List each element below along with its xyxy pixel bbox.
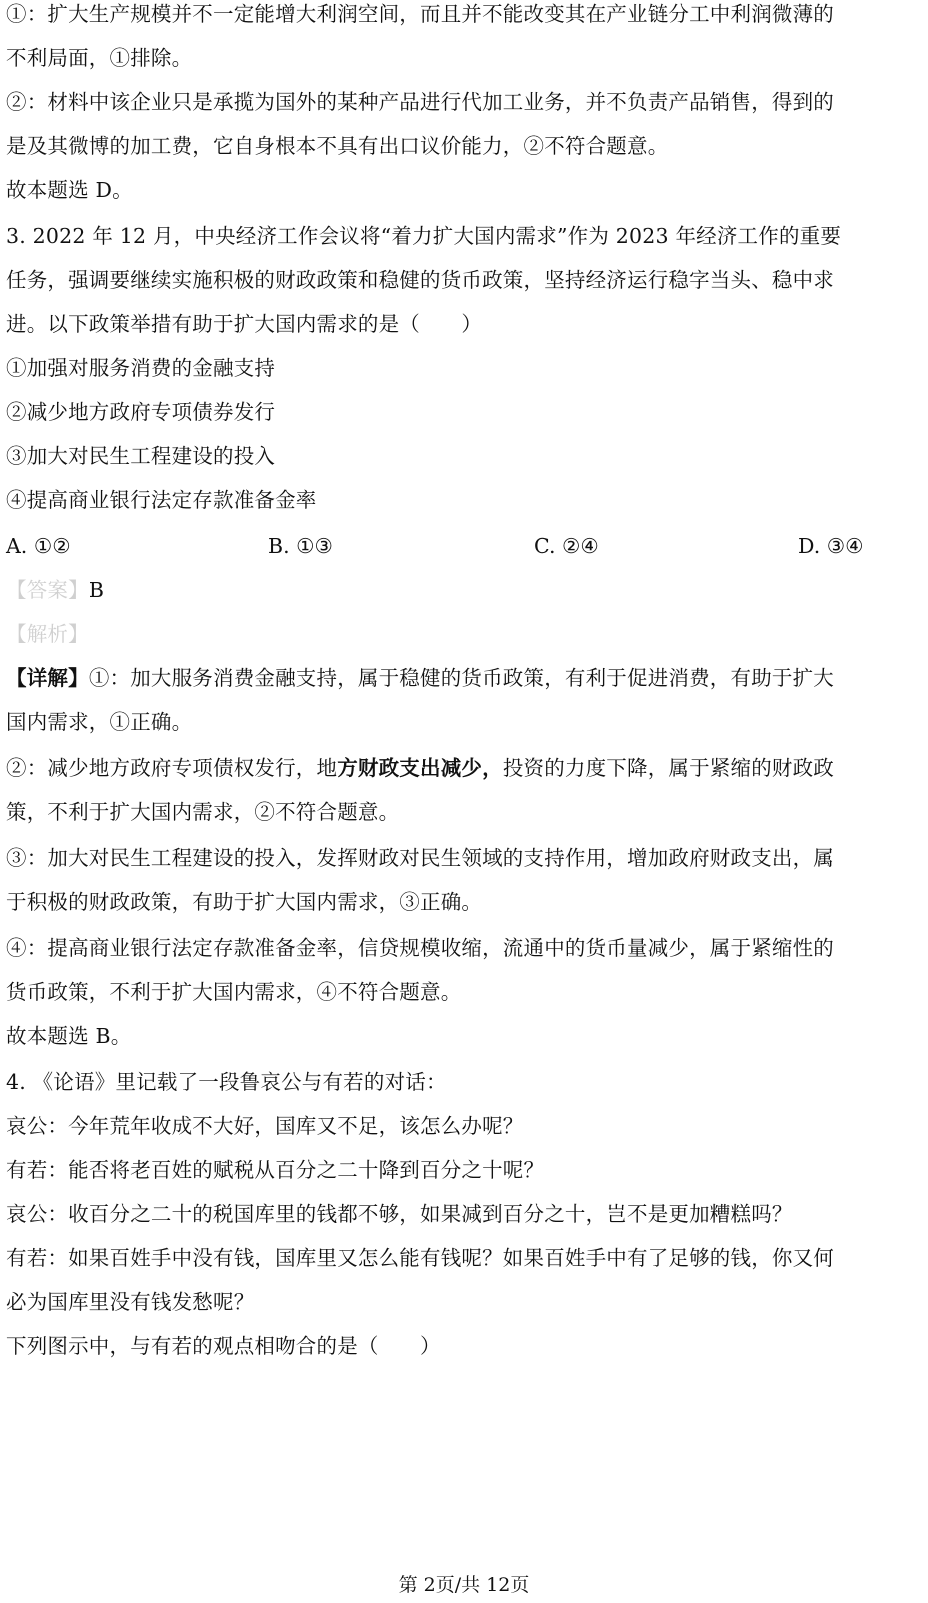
answer-line — [6, 576, 104, 604]
question-3-stem: 3. 2022 年 12 月，中央经济工作会议将“着力扩大国内需求”作为 2023 年经济工作的重要 — [6, 224, 842, 248]
detail-line: 货币政策，不利于扩大国内需求，④不符合题意。 — [6, 980, 462, 1004]
text-line: ①：扩大生产规模并不一定能增大利润空间，而且并不能改变其在产业链分工中利润微薄的 — [6, 2, 834, 26]
option-a: A. ①② — [6, 534, 71, 558]
analysis-line — [6, 620, 89, 648]
detail-text: 投资的力度下降，属于紧缩的财政政 — [502, 756, 835, 780]
question-3-stem: 任务，强调要继续实施积极的财政政策和稳健的货币政策，坚持经济运行稳字当头、稳中求 — [6, 268, 834, 292]
document-page — [6, 0, 918, 1603]
answer-value: B — [88, 578, 105, 602]
question-4-dialogue: 有若：如果百姓手中没有钱，国库里又怎么能有钱呢？如果百姓手中有了足够的钱，你又何 — [6, 1246, 834, 1270]
question-4-dialogue: 必为国库里没有钱发愁呢？ — [6, 1290, 255, 1314]
analysis-label: 【解析】 — [6, 622, 89, 646]
detail-line: ③：加大对民生工程建设的投入，发挥财政对民生领域的支持作用，增加政府财政支出，属 — [6, 846, 834, 870]
detail-line — [6, 754, 834, 782]
question-4-dialogue: 哀公：收百分之二十的税国库里的钱都不够，如果减到百分之十，岂不是更加糟糕吗？ — [6, 1202, 793, 1226]
detail-line: 于积极的财政政策，有助于扩大国内需求，③正确。 — [6, 890, 483, 914]
detail-line: ④：提高商业银行法定存款准备金率，信贷规模收缩，流通中的货币量减少，属于紧缩性的 — [6, 936, 834, 960]
detail-line: 故本题选 B。 — [6, 1024, 132, 1048]
question-4-dialogue: 有若：能否将老百姓的赋税从百分之二十降到百分之十呢？ — [6, 1158, 545, 1182]
question-4-stem: 4. 《论语》里记载了一段鲁哀公与有若的对话： — [6, 1070, 447, 1094]
option-d: D. ③④ — [798, 534, 864, 558]
question-3-item: ③加大对民生工程建设的投入 — [6, 444, 276, 468]
detail-label: 【详解】 — [6, 666, 89, 690]
text-line: 不利局面，①排除。 — [6, 46, 193, 70]
detail-line — [6, 664, 834, 692]
detail-line: 国内需求，①正确。 — [6, 710, 193, 734]
text-line: 是及其微博的加工费，它自身根本不具有出口议价能力，②不符合题意。 — [6, 134, 669, 158]
question-4-dialogue: 哀公：今年荒年收成不大好，国库又不足，该怎么办呢？ — [6, 1114, 524, 1138]
detail-emphasis: 方财政支出减少， — [337, 756, 503, 780]
question-3-item: ④提高商业银行法定存款准备金率 — [6, 488, 317, 512]
page-number: 第 2页/共 12页 — [398, 1574, 530, 1596]
option-c: C. ②④ — [534, 534, 599, 558]
question-4-prompt: 下列图示中，与有若的观点相吻合的是（ ） — [6, 1334, 441, 1358]
text-line: 故本题选 D。 — [6, 178, 133, 202]
question-3-item: ②减少地方政府专项债券发行 — [6, 400, 276, 424]
question-3-stem: 进。以下政策举措有助于扩大国内需求的是（ ） — [6, 312, 483, 336]
option-b: B. ①③ — [268, 534, 333, 558]
detail-text: ②：减少地方政府专项债权发行，地 — [6, 756, 338, 780]
detail-text: ①：加大服务消费金融支持，属于稳健的货币政策，有利于促进消费，有助于扩大 — [88, 666, 835, 690]
question-3-item: ①加强对服务消费的金融支持 — [6, 356, 276, 380]
answer-label: 【答案】 — [6, 578, 89, 602]
detail-line: 策，不利于扩大国内需求，②不符合题意。 — [6, 800, 400, 824]
text-line: ②：材料中该企业只是承揽为国外的某种产品进行代加工业务，并不负责产品销售，得到的 — [6, 90, 834, 114]
